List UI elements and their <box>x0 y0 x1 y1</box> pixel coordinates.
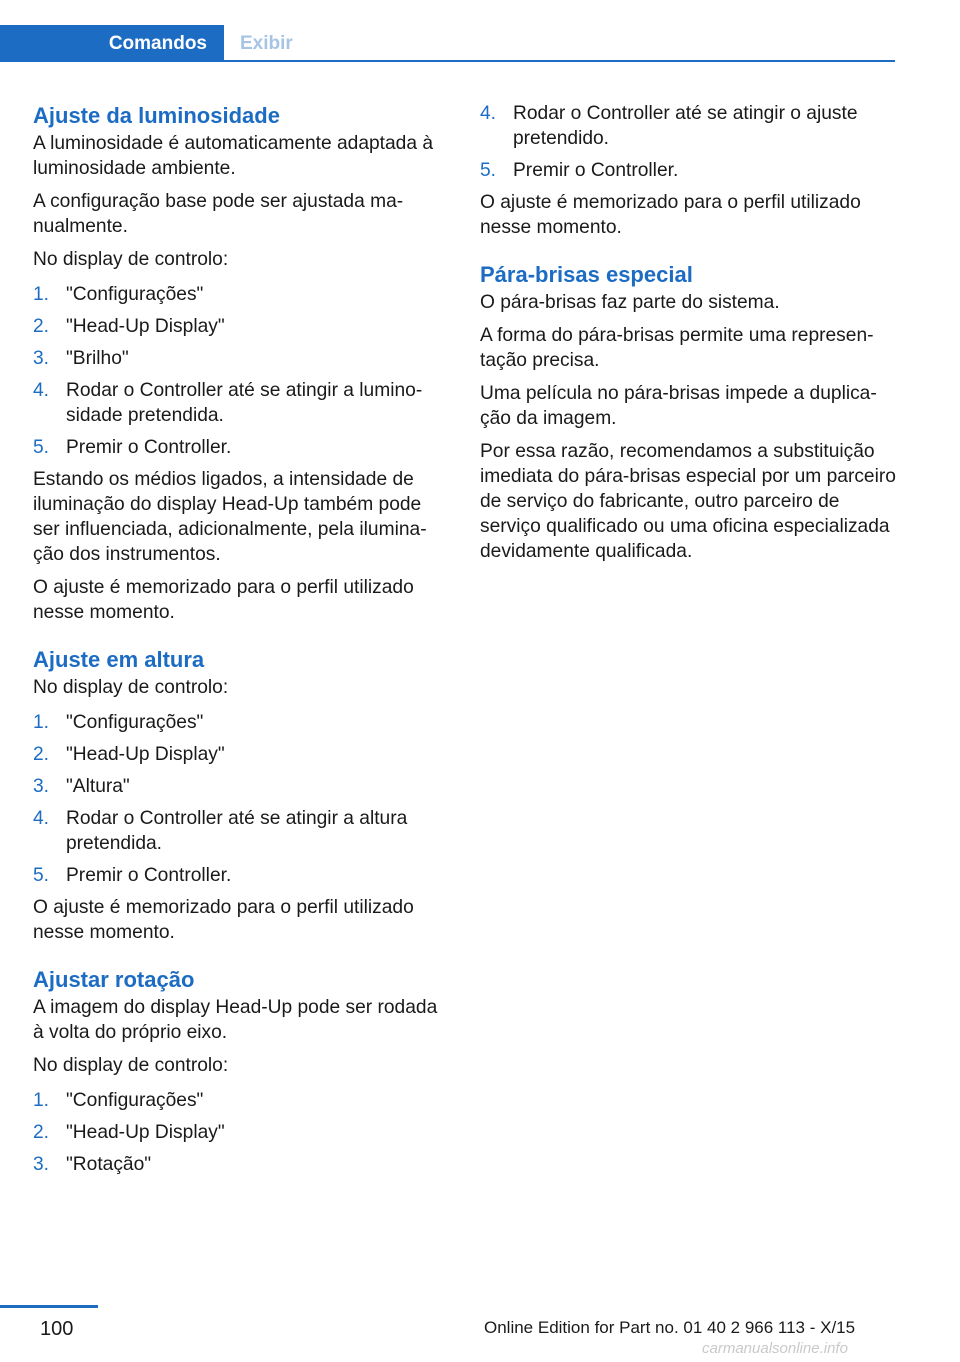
steps-list <box>33 710 451 888</box>
step-number: 2. <box>33 744 50 765</box>
paragraph: No display de controlo: <box>33 1055 229 1076</box>
step-number: 4. <box>33 380 50 401</box>
tab-exibir[interactable]: Exibir <box>240 32 293 54</box>
footer-rule <box>0 1305 98 1308</box>
list-item <box>480 158 898 183</box>
step-text: "Rotação" <box>66 1154 152 1175</box>
step-number: 5. <box>33 865 50 886</box>
list-item <box>33 435 451 460</box>
step-number: 3. <box>33 348 50 369</box>
step-text: "Head-Up Display" <box>66 316 225 337</box>
step-text: Premir o Controller. <box>513 160 679 181</box>
list-item <box>33 774 451 799</box>
paragraph: A configuração base pode ser ajustada manualmente. <box>33 191 404 237</box>
paragraph: A imagem do display Head-Up pode ser rodada à volta do próprio eixo. <box>33 997 438 1043</box>
step-text: Premir o Controller. <box>66 437 232 458</box>
paragraph: O ajuste é memorizado para o perfil utilizado nesse momento. <box>480 192 861 238</box>
list-item <box>33 346 451 371</box>
edition-text: Online Edition for Part no. 01 40 2 966 113 - X/15 <box>484 1318 856 1337</box>
paragraph: Uma película no pára-brisas impede a duplicação da imagem. <box>480 383 877 429</box>
list-item <box>33 1088 451 1113</box>
step-text: "Configurações" <box>66 284 204 305</box>
paragraph: No display de controlo: <box>33 677 229 698</box>
paragraph: Estando os médios ligados, a intensidade de iluminação do display Head-Up também pode ser influenciada, adicionalmente, pela iluminação dos instrumentos. <box>33 469 427 565</box>
list-item <box>33 378 451 428</box>
section-brightness <box>33 101 451 625</box>
paragraph: Por essa razão, recomendamos a substituição imediata do pára-brisas especial por um parceiro de serviço do fabricante, outro parceiro de serviço qualificado ou uma oficina especializada devidamente qualificada. <box>480 441 896 562</box>
list-item <box>33 1120 451 1145</box>
step-number: 4. <box>33 808 50 829</box>
page-number: 100 <box>40 1318 74 1340</box>
step-number: 1. <box>33 284 50 305</box>
steps-list <box>33 1088 451 1177</box>
step-text: "Head-Up Display" <box>66 1122 225 1143</box>
paragraph: A luminosidade é automaticamente adaptada à luminosidade ambiente. <box>33 133 434 179</box>
list-item <box>33 710 451 735</box>
step-text: Premir o Controller. <box>66 865 232 886</box>
list-item <box>33 1152 451 1177</box>
paragraph: O ajuste é memorizado para o perfil utilizado nesse momento. <box>33 897 414 943</box>
list-item <box>33 314 451 339</box>
step-text: Rodar o Controller até se atingir a altura pretendida. <box>66 808 408 854</box>
steps-list <box>480 101 898 183</box>
left-column <box>33 101 451 1184</box>
list-item <box>33 863 451 888</box>
list-item <box>33 742 451 767</box>
step-number: 3. <box>33 776 50 797</box>
watermark: carmanualsonline.info <box>702 1340 848 1357</box>
section-title: Ajustar rotação <box>33 967 195 992</box>
step-text: "Configurações" <box>66 1090 204 1111</box>
paragraph: A forma do pára-brisas permite uma representação precisa. <box>480 325 874 371</box>
step-text: "Configurações" <box>66 712 204 733</box>
section-title: Pára-brisas especial <box>480 262 693 287</box>
list-item <box>33 282 451 307</box>
step-text: "Brilho" <box>66 348 129 369</box>
section-rotation <box>33 965 451 1177</box>
section-height <box>33 645 451 945</box>
step-number: 5. <box>480 160 497 181</box>
step-text: "Head-Up Display" <box>66 744 225 765</box>
paragraph: O ajuste é memorizado para o perfil utilizado nesse momento. <box>33 577 414 623</box>
step-number: 1. <box>33 1090 50 1111</box>
step-text: Rodar o Controller até se atingir o ajuste pretendido. <box>513 103 858 149</box>
step-number: 5. <box>33 437 50 458</box>
list-item <box>33 806 451 856</box>
step-number: 4. <box>480 103 497 124</box>
step-number: 3. <box>33 1154 50 1175</box>
paragraph: No display de controlo: <box>33 249 229 270</box>
paragraph: O pára-brisas faz parte do sistema. <box>480 292 780 313</box>
header-rule <box>0 60 895 62</box>
right-column <box>480 101 898 572</box>
header-tabs <box>0 25 895 62</box>
step-number: 2. <box>33 1122 50 1143</box>
step-text: "Altura" <box>66 776 130 797</box>
step-number: 2. <box>33 316 50 337</box>
section-title: Ajuste em altura <box>33 647 205 672</box>
tab-comandos[interactable]: Comandos <box>0 25 224 62</box>
list-item <box>480 101 898 151</box>
steps-list <box>33 282 451 460</box>
section-windshield <box>480 260 898 564</box>
step-number: 1. <box>33 712 50 733</box>
section-title: Ajuste da luminosidade <box>33 103 280 128</box>
step-text: Rodar o Controller até se atingir a luminosidade pretendida. <box>66 380 423 426</box>
